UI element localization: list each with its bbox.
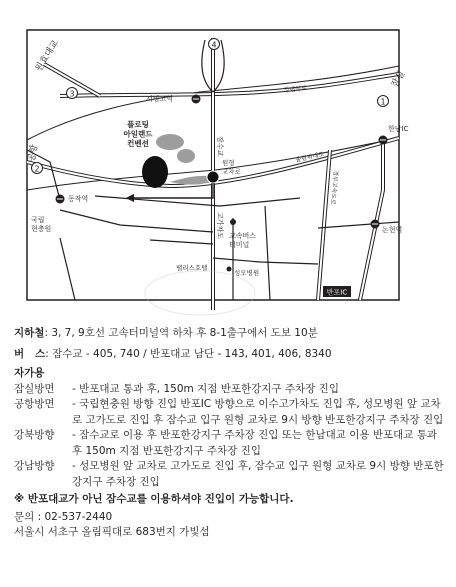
roundabout-marker [207,171,219,183]
label-overpass: 고가차도 [216,212,224,240]
label-stmary: 성모병원 [234,269,260,277]
direction-route: - 반포대교 통과 후, 150m 지점 반포한강지구 주차장 진입 [72,382,339,395]
subway-text: : 3, 7, 9호선 고속터미널역 하차 후 8-1출구에서 도보 10분 [44,327,318,339]
direction-route: - 성모병원 앞 교차로 고가도로 진입 후, 잠수교 입구 원형 교차로 9시 방향 반포한강지구 주차장 진입 [72,460,444,488]
label-gyeongbu: 경부고속도로 [328,169,339,206]
station-nonhyeon-icon [371,220,380,229]
label-island: 플로팅 아일랜드 컨벤션 [123,120,153,148]
contact-phone: 문의 : 02-537-2440 [14,510,113,523]
svg-text:2: 2 [34,164,40,174]
road-number-marker [32,163,43,174]
label-wonhyo: 원효대교 [34,38,61,74]
car-label: 자가용 [14,367,45,379]
label-olympic: 올림픽대로 [294,151,325,164]
svg-text:4: 4 [211,40,217,50]
island-grey-1 [156,134,184,150]
directions-panel [14,326,444,541]
direction-route: - 잠수교로 이용 후 반포한강지구 주차장 진입 또는 한남대교 이용 반포대교 통과 후 150m 지점 반포한강지구 주차장 진입 [72,429,438,457]
direction-route: - 국립현충원 방향 진입 반포IC 방향으로 이수고가차도 진입 후, 성모병원 앞 교차로 고가도로 진입 후 잠수교 입구 원형 교차로 9시 방향 반포한강지구 주차장 진입 [72,398,444,426]
label-airport: 공항 [27,143,40,163]
entry-note: ※ 반포대교가 아닌 잠수교를 이용하셔야 진입이 가능합니다. [14,493,294,505]
label-dongjak: 동작역 [68,195,89,203]
station-seobinggo-icon [192,95,201,104]
bus-label: 버 스 [14,347,46,360]
label-terminal: 고속버스 터미널 [229,232,257,249]
road-number-marker [378,96,389,107]
svg-text:반포IC: 반포IC [326,288,348,297]
station-stmary-icon [227,267,232,272]
address-text: 서울시 서초구 올림픽대로 683번지 가빛섬 [14,526,210,538]
direction-item [14,397,444,428]
subway-row [14,326,444,342]
label-seobinggo: 서빙고역 [146,95,174,103]
station-terminal-icon [230,219,236,225]
direction-item [14,459,444,490]
direction-from: 공항방면 [14,398,55,410]
station-hannam-icon [379,136,388,145]
direction-from: 강북방향 [14,429,55,441]
svg-text:3: 3 [69,89,75,99]
label-palace: 팰리스호텔 [176,264,208,272]
direction-item [14,428,444,459]
station-dongjak-icon [56,195,65,204]
road-number-marker [67,88,78,99]
label-jamsu: 잠수교 [216,136,224,157]
road-number-marker [209,39,220,50]
svg-text:1: 1 [380,97,386,107]
direction-item [14,382,444,398]
subway-label: 지하철 [14,327,45,339]
label-nonhyeon: 논현역 [382,226,403,234]
direction-from: 잠실방면 [14,382,55,395]
label-cemetery: 국립 현충원 [31,216,52,233]
bus-text: : 잠수교 - 405, 740 / 반포대교 남단 - 143, 401, 406, 8340 [45,347,332,360]
bus-row [14,347,444,363]
direction-from: 강남방향 [14,460,55,472]
label-jamsil: 잠실 [389,69,408,90]
label-hannam-ic: 한남IC [388,125,409,133]
banpo-ic-badge [323,286,351,297]
island-grey-2 [177,149,195,163]
floating-island-marker [142,156,168,188]
label-roundabout: 원형 교차로 [222,159,241,176]
label-gangbyeon: 강변북로 [283,84,308,94]
